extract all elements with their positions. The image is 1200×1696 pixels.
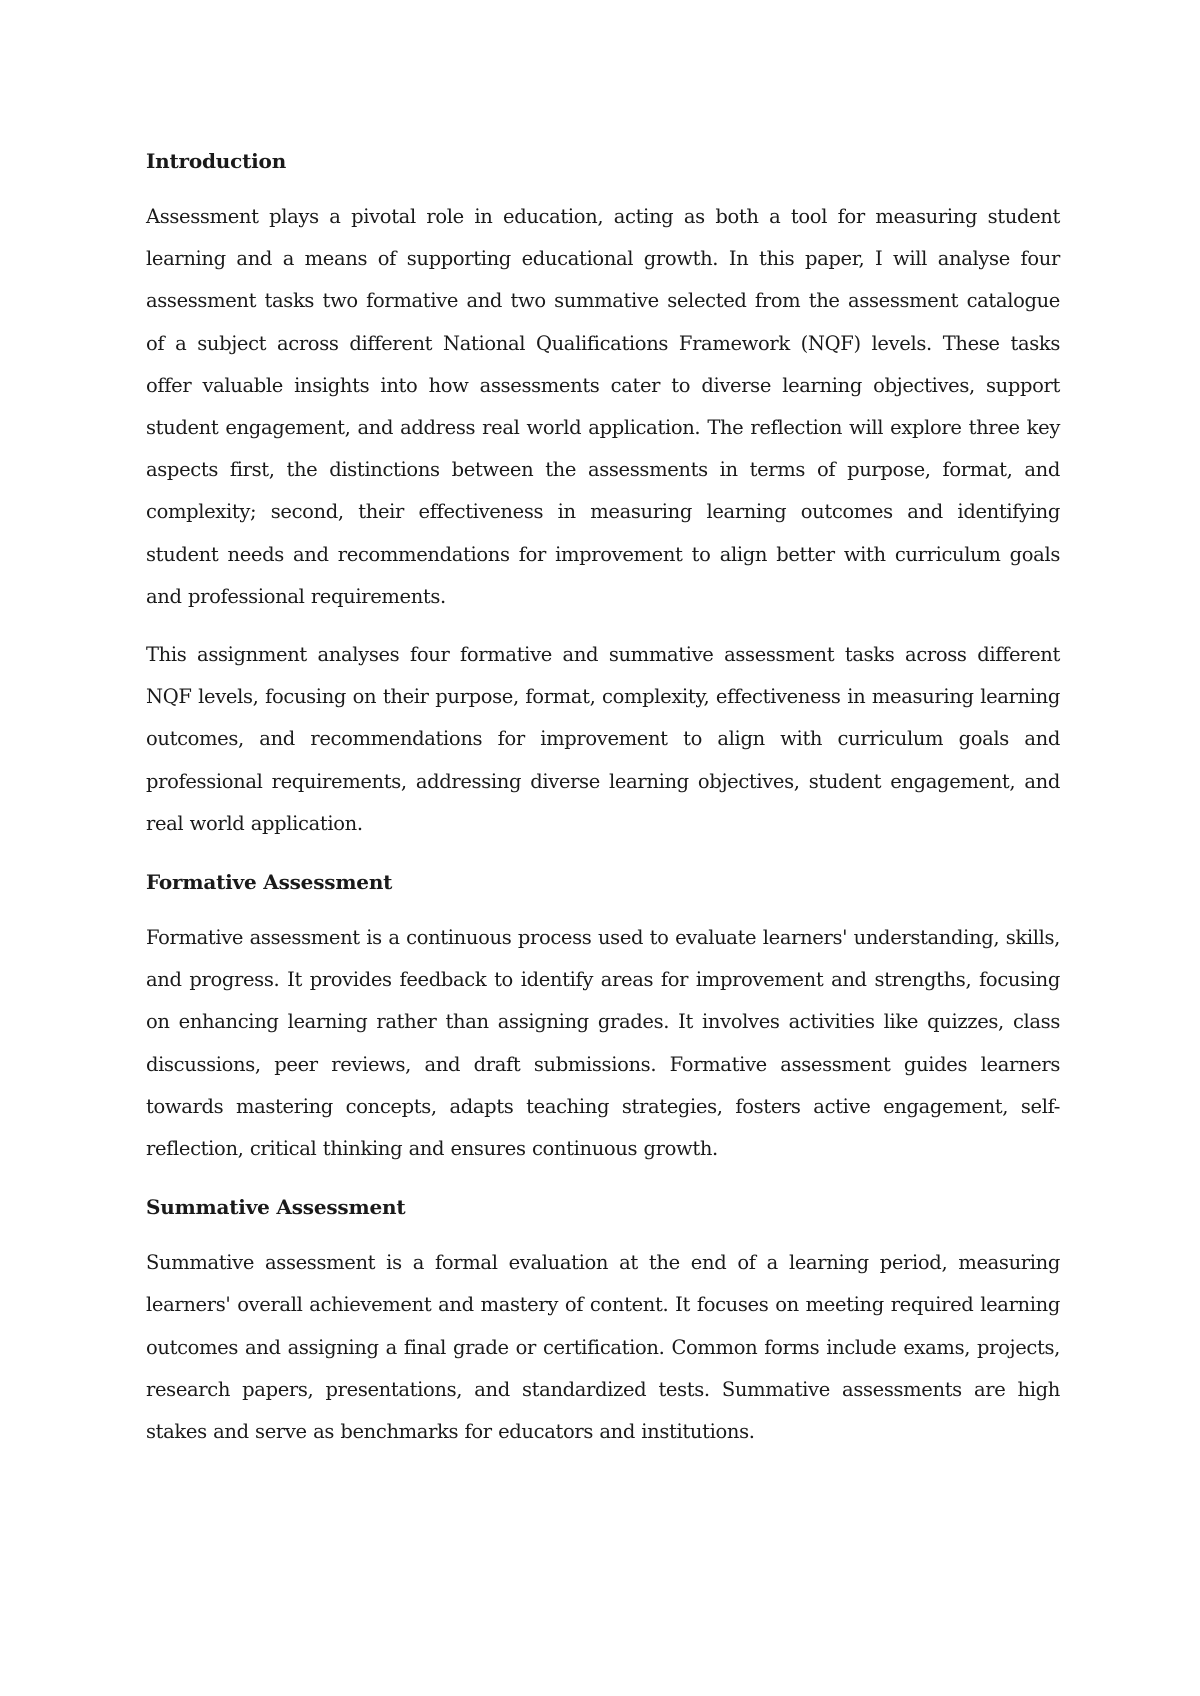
section-heading: Summative Assessment	[146, 1195, 406, 1220]
paragraph: Formative assessment is a continuous process used to evaluate learners' understanding, skills, and progress. It provides feedback to identify areas for improvement and strengths, focusing on enhancing learning rather than assigning grades. It involves activities like quizzes, class discussions, peer reviews, and draft submissions. Formative assessment guides learners towards mastering concepts, adapts teaching strategies, fosters active engagement, self-reflection, critical thinking and ensures continuous growth.	[146, 926, 1060, 1161]
section-introduction	[146, 140, 1060, 845]
paragraph: Assessment plays a pivotal role in education, acting as both a tool for measuring student learning and a means of supporting educational growth. In this paper, I will analyse four assessment tasks two formative and two summative selected from the assessment catalogue of a subject across different National Qualifications Framework (NQF) levels. These tasks offer valuable insights into how assessments cater to diverse learning objectives, support student engagement, and address real world application. The reflection will explore three key aspects first, the distinctions between the assessments in terms of purpose, format, and complexity; second, their effectiveness in measuring learning outcomes and identifying student needs and recommendations for improvement to align better with curriculum goals and professional requirements.	[146, 205, 1060, 608]
document-page	[146, 140, 1060, 1469]
paragraph: This assignment analyses four formative and summative assessment tasks across different NQF levels, focusing on their purpose, format, complexity, effectiveness in measuring learning outcomes, and recommendations for improvement to align with curriculum goals and professional requirements, addressing diverse learning objectives, student engagement, and real world application.	[146, 643, 1060, 835]
section-formative-assessment	[146, 861, 1060, 1170]
paragraph: Summative assessment is a formal evaluation at the end of a learning period, measuring learners' overall achievement and mastery of content. It focuses on meeting required learning outcomes and assigning a final grade or certification. Common forms include exams, projects, research papers, presentations, and standardized tests. Summative assessments are high stakes and serve as benchmarks for educators and institutions.	[146, 1251, 1060, 1444]
section-summative-assessment	[146, 1186, 1060, 1453]
section-heading: Introduction	[146, 149, 287, 173]
section-heading: Formative Assessment	[146, 870, 393, 895]
